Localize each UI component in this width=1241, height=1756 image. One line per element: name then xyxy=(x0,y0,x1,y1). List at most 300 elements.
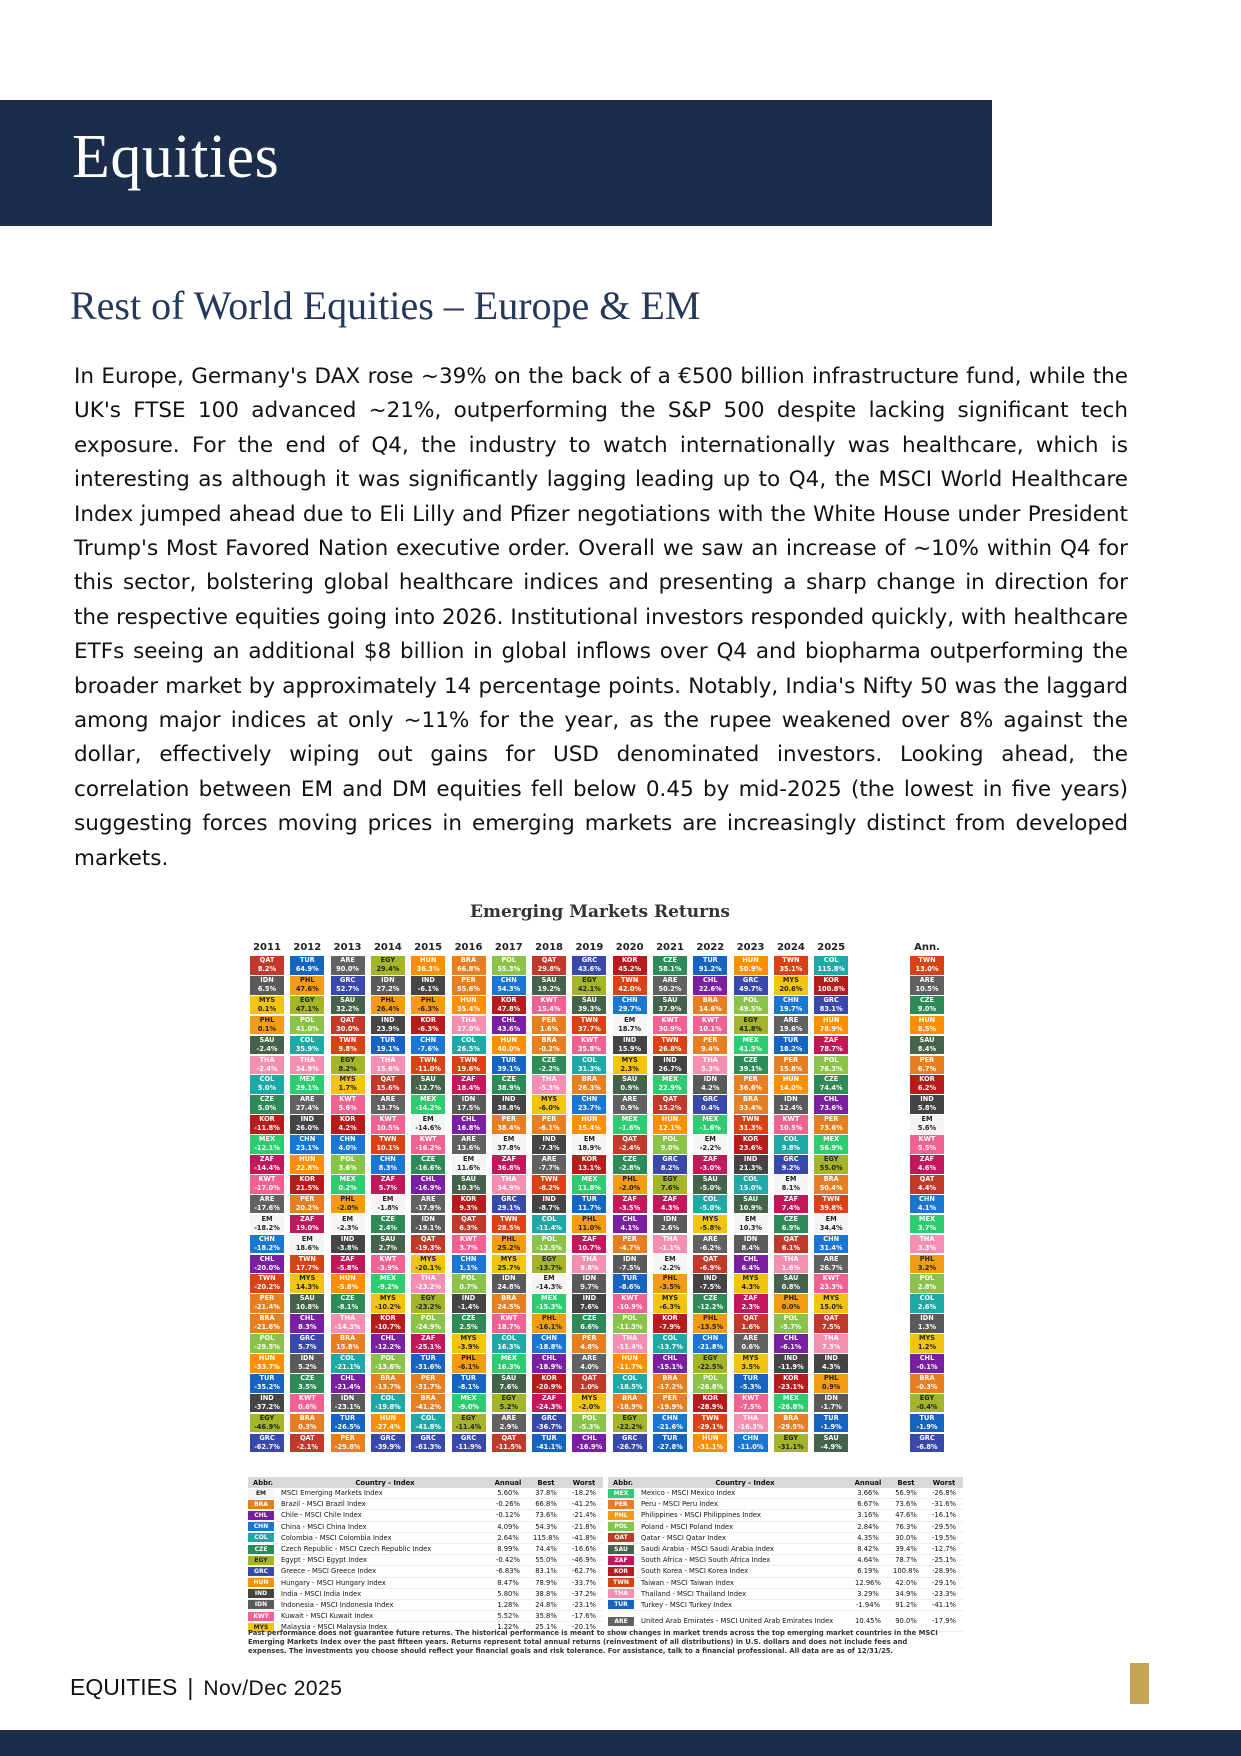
return-cell: PER 38.4% xyxy=(492,1115,526,1134)
legend-cell: -46.9% xyxy=(571,1556,597,1565)
return-cell: IDN -7.5% xyxy=(613,1255,647,1274)
return-cell: BRA -0.2% xyxy=(532,1036,566,1055)
legend-row xyxy=(248,1533,603,1544)
return-cell: EM 11.6% xyxy=(452,1155,486,1174)
return-cell: EGY -22.2% xyxy=(613,1414,647,1433)
return-cell: EGY 47.1% xyxy=(290,996,324,1015)
legend-cell: 3.29% xyxy=(857,1589,879,1598)
return-cell: SAU 19.2% xyxy=(532,976,566,995)
return-cell: ZAF 18.4% xyxy=(452,1075,486,1094)
legend-row xyxy=(248,1499,603,1510)
return-cell: TWN -11.0% xyxy=(411,1056,445,1075)
legend-cell: 38.8% xyxy=(535,1589,557,1598)
return-cell: COL 9.8% xyxy=(774,1135,808,1154)
return-cell: ZAF -25.1% xyxy=(411,1334,445,1353)
return-cell: HUN 8.5% xyxy=(910,1016,944,1035)
return-cell: IDN -1.7% xyxy=(814,1394,848,1413)
year-header: 2018 xyxy=(535,942,564,953)
return-cell: KWT -17.0% xyxy=(250,1175,284,1194)
legend-cell: -16.1% xyxy=(931,1511,957,1520)
legend-abbr-swatch: MYS xyxy=(248,1623,274,1632)
return-cell: CHL -6.1% xyxy=(774,1334,808,1353)
return-cell: POL -13.6% xyxy=(371,1354,405,1373)
return-cell: PHL -2.0% xyxy=(613,1175,647,1194)
return-cell: ARE -7.7% xyxy=(532,1155,566,1174)
return-cell: BRA 0.3% xyxy=(290,1414,324,1433)
return-cell: BRA 14.6% xyxy=(693,996,727,1015)
return-cell: KOR 100.8% xyxy=(814,976,848,995)
legend-row xyxy=(608,1488,963,1499)
return-cell: PHL 11.0% xyxy=(572,1215,606,1234)
legend-abbr-swatch: EM xyxy=(248,1489,274,1498)
legend-cell: -31.6% xyxy=(931,1500,957,1509)
return-cell: PER 1.6% xyxy=(532,1016,566,1035)
return-cell: MEX -15.3% xyxy=(532,1294,566,1313)
legend-row xyxy=(608,1555,963,1566)
return-cell: CHN 19.7% xyxy=(774,996,808,1015)
return-cell: EM -1.8% xyxy=(371,1195,405,1214)
return-cell: COL 15.0% xyxy=(734,1175,768,1194)
return-cell: CHN -7.6% xyxy=(411,1036,445,1055)
legend-cell: 35.8% xyxy=(535,1612,557,1621)
return-cell: CHN -18.8% xyxy=(532,1334,566,1353)
return-cell: QAT 1.0% xyxy=(572,1374,606,1393)
legend-header-cell: Best xyxy=(537,1478,555,1487)
return-cell: ZAF 78.7% xyxy=(814,1036,848,1055)
return-cell: QAT 8.2% xyxy=(250,956,284,975)
return-cell: CHN 4.1% xyxy=(910,1195,944,1214)
return-cell: THA 3.3% xyxy=(910,1235,944,1254)
return-cell: IND -7.3% xyxy=(532,1135,566,1154)
return-cell: ARE 0.9% xyxy=(613,1095,647,1114)
return-cell: MEX 56.9% xyxy=(814,1135,848,1154)
return-cell: HUN -33.7% xyxy=(250,1354,284,1373)
return-cell: QAT -19.3% xyxy=(411,1235,445,1254)
return-cell: POL -24.9% xyxy=(411,1314,445,1333)
legend-abbr-swatch: CHL xyxy=(248,1511,274,1520)
return-cell: GRC 0.4% xyxy=(693,1095,727,1114)
return-cell: BRA 33.4% xyxy=(734,1095,768,1114)
return-cell: TWN 37.7% xyxy=(572,1016,606,1035)
legend-abbr-swatch: ZAF xyxy=(608,1556,634,1565)
legend-row xyxy=(248,1544,603,1555)
legend-header-cell: Annual xyxy=(494,1478,522,1487)
year-header: 2023 xyxy=(736,942,765,953)
return-cell: SAU -2.4% xyxy=(250,1036,284,1055)
legend-cell: Taiwan - MSCI Taiwan Index xyxy=(641,1578,734,1587)
footer-date: Nov/Dec 2025 xyxy=(203,1677,343,1700)
return-cell: QAT 15.2% xyxy=(653,1095,687,1114)
legend-cell: 4.09% xyxy=(497,1522,519,1531)
return-cell: PER 73.6% xyxy=(814,1115,848,1134)
return-cell: MYS -20.1% xyxy=(411,1255,445,1274)
year-header: 2014 xyxy=(373,942,402,953)
legend-cell: -28.9% xyxy=(931,1567,957,1576)
return-cell: TUR -35.2% xyxy=(250,1374,284,1393)
return-cell: CZE 39.1% xyxy=(734,1056,768,1075)
legend-cell: 74.4% xyxy=(535,1545,557,1554)
legend-cell: -26.8% xyxy=(931,1489,957,1498)
return-cell: EM -2.2% xyxy=(653,1255,687,1274)
return-cell: KWT 3.7% xyxy=(452,1235,486,1254)
return-cell: TUR 91.2% xyxy=(693,956,727,975)
return-cell: KWT -3.9% xyxy=(371,1255,405,1274)
return-cell: TUR -1.9% xyxy=(910,1414,944,1433)
return-cell: ARE 26.7% xyxy=(814,1255,848,1274)
return-cell: MYS -10.2% xyxy=(371,1294,405,1313)
legend-cell: 4.64% xyxy=(857,1556,879,1565)
legend-cell: 8.99% xyxy=(497,1545,519,1554)
return-cell: TWN -29.1% xyxy=(693,1414,727,1433)
legend-row xyxy=(248,1600,603,1611)
legend-abbr-swatch: TUR xyxy=(608,1600,634,1609)
return-cell: QAT 6.1% xyxy=(774,1235,808,1254)
return-cell: QAT 1.6% xyxy=(734,1314,768,1333)
legend-cell: MSCI Emerging Markets Index xyxy=(281,1489,383,1498)
return-cell: IDN -23.1% xyxy=(331,1394,365,1413)
return-cell: TWN -20.2% xyxy=(250,1274,284,1293)
return-cell: BRA -13.7% xyxy=(371,1374,405,1393)
legend-header-cell: Worst xyxy=(572,1478,596,1487)
year-header: 2017 xyxy=(494,942,523,953)
legend-cell: Peru - MSCI Peru Index xyxy=(641,1500,719,1509)
legend-row xyxy=(608,1522,963,1533)
return-cell: GRC 5.7% xyxy=(290,1334,324,1353)
legend-cell: -6.83% xyxy=(495,1567,521,1576)
return-cell: MYS -6.3% xyxy=(653,1294,687,1313)
legend-cell: Turkey - MSCI Turkey Index xyxy=(641,1600,732,1609)
legend-cell: -23.3% xyxy=(931,1589,957,1598)
return-cell: TUR -41.1% xyxy=(532,1434,566,1453)
return-cell: MEX -1.6% xyxy=(693,1115,727,1134)
return-cell: SAU -4.9% xyxy=(814,1434,848,1453)
return-cell: SAU 10.3% xyxy=(452,1175,486,1194)
return-cell: ARE -17.6% xyxy=(250,1195,284,1214)
legend-row xyxy=(248,1578,603,1589)
legend-cell: Philippines - MSCI Philippines Index xyxy=(641,1511,761,1520)
legend-cell: -18.2% xyxy=(571,1489,597,1498)
return-cell: TUR 19.1% xyxy=(371,1036,405,1055)
legend-cell: -41.2% xyxy=(571,1500,597,1509)
legend-cell: 78.9% xyxy=(535,1578,557,1587)
return-cell: IND -7.5% xyxy=(693,1274,727,1293)
return-cell: QAT 15.6% xyxy=(371,1075,405,1094)
legend-cell: -12.7% xyxy=(931,1545,957,1554)
legend-cell: Chile - MSCI Chile Index xyxy=(281,1511,362,1520)
return-cell: ZAF 7.4% xyxy=(774,1195,808,1214)
legend-cell: 24.8% xyxy=(535,1600,557,1609)
return-cell: POL 49.5% xyxy=(734,996,768,1015)
legend-cell: Saudi Arabia - MSCI Saudi Arabia Index xyxy=(641,1545,774,1554)
legend-cell: Czech Republic - MSCI Czech Republic Index xyxy=(281,1545,432,1554)
legend-header-cell: Abbr. xyxy=(613,1478,633,1487)
return-cell: EM -2.2% xyxy=(693,1135,727,1154)
return-cell: KOR -20.9% xyxy=(532,1374,566,1393)
return-cell: MEX 22.9% xyxy=(653,1075,687,1094)
legend-abbr-swatch: QAT xyxy=(608,1533,634,1542)
return-cell: ARE 13.6% xyxy=(452,1135,486,1154)
return-cell: MEX -9.0% xyxy=(452,1394,486,1413)
return-cell: HUN 14.0% xyxy=(774,1075,808,1094)
footer-accent-bar xyxy=(1130,1663,1149,1704)
return-cell: TUR -27.8% xyxy=(653,1434,687,1453)
return-cell: TUR -8.6% xyxy=(613,1274,647,1293)
legend-cell: 54.3% xyxy=(535,1522,557,1531)
return-cell: IDN 1.3% xyxy=(910,1314,944,1333)
legend-cell: India - MSCI India Index xyxy=(281,1589,362,1598)
legend-cell: -1.94% xyxy=(855,1600,881,1609)
return-cell: CHN 4.0% xyxy=(331,1135,365,1154)
return-cell: QAT -2.1% xyxy=(290,1434,324,1453)
return-cell: KOR -7.9% xyxy=(653,1314,687,1333)
return-cell: KWT 35.8% xyxy=(572,1036,606,1055)
legend-cell: 90.0% xyxy=(895,1617,917,1626)
figure-title: Emerging Markets Returns xyxy=(470,902,730,922)
year-header: 2016 xyxy=(454,942,483,953)
return-cell: COL -41.8% xyxy=(411,1414,445,1433)
return-cell: MYS 15.0% xyxy=(814,1294,848,1313)
return-cell: ZAF -3.0% xyxy=(693,1155,727,1174)
return-cell: QAT -6.9% xyxy=(693,1255,727,1274)
return-cell: IDN -19.1% xyxy=(411,1215,445,1234)
legend-abbr-swatch: MEX xyxy=(608,1489,634,1498)
return-cell: HUN 22.8% xyxy=(290,1155,324,1174)
legend-cell: -21.4% xyxy=(571,1511,597,1520)
return-cell: IND -11.9% xyxy=(774,1354,808,1373)
footer xyxy=(70,1674,342,1701)
return-cell: CHL 16.8% xyxy=(452,1115,486,1134)
legend-row xyxy=(248,1611,603,1622)
year-header: 2024 xyxy=(776,942,805,953)
return-cell: THA 9.8% xyxy=(572,1255,606,1274)
return-cell: SAU -12.7% xyxy=(411,1075,445,1094)
return-cell: PHL -6.3% xyxy=(411,996,445,1015)
return-cell: EGY -0.4% xyxy=(910,1394,944,1413)
return-cell: THA -23.2% xyxy=(411,1274,445,1293)
legend-cell: Kuwait - MSCI Kuwait Index xyxy=(281,1612,374,1621)
return-cell: BRA -17.2% xyxy=(653,1374,687,1393)
legend-cell: Poland - MSCI Poland Index xyxy=(641,1522,734,1531)
return-cell: ARE 19.6% xyxy=(774,1016,808,1035)
legend-cell: 8.42% xyxy=(857,1545,879,1554)
legend-header-cell: Country - Index xyxy=(355,1478,415,1487)
return-cell: EGY -46.9% xyxy=(250,1414,284,1433)
return-cell: TWN 19.6% xyxy=(452,1056,486,1075)
return-cell: EGY -31.1% xyxy=(774,1434,808,1453)
return-cell: MYS -6.0% xyxy=(532,1095,566,1114)
return-cell: PHL -13.5% xyxy=(693,1314,727,1333)
return-cell: CHN 54.3% xyxy=(492,976,526,995)
return-cell: KWT 5.6% xyxy=(331,1095,365,1114)
emerging-markets-returns-table xyxy=(250,942,952,1457)
return-cell: TUR -5.3% xyxy=(734,1374,768,1393)
return-cell: KWT 23.3% xyxy=(814,1274,848,1293)
return-cell: IND -3.8% xyxy=(331,1235,365,1254)
return-cell: BRA -0.3% xyxy=(910,1374,944,1393)
return-cell: CHL -18.9% xyxy=(532,1354,566,1373)
legend-cell: Brazil - MSCI Brazil Index xyxy=(281,1500,366,1509)
return-cell: MEX 11.8% xyxy=(572,1175,606,1194)
footer-section: EQUITIES xyxy=(70,1674,178,1700)
return-cell: MEX 16.3% xyxy=(492,1354,526,1373)
return-cell: ZAF 4.3% xyxy=(653,1195,687,1214)
return-cell: MYS 0.1% xyxy=(250,996,284,1015)
return-cell: CHL -16.9% xyxy=(411,1175,445,1194)
legend-cell: Greece - MSCI Greece Index xyxy=(281,1567,377,1576)
legend-cell: 42.0% xyxy=(895,1578,917,1587)
return-cell: CZE 3.5% xyxy=(290,1374,324,1393)
return-cell: ZAF -14.4% xyxy=(250,1155,284,1174)
return-cell: POL 76.3% xyxy=(814,1056,848,1075)
bottom-band xyxy=(0,1730,1241,1756)
return-cell: PER -29.8% xyxy=(331,1434,365,1453)
legend-abbr-swatch: IND xyxy=(248,1589,274,1598)
legend-abbr-swatch: POL xyxy=(608,1522,634,1531)
return-cell: SAU -5.0% xyxy=(693,1175,727,1194)
return-cell: SAU 0.9% xyxy=(613,1075,647,1094)
return-cell: CHL 4.1% xyxy=(613,1215,647,1234)
return-cell: KOR -11.8% xyxy=(250,1115,284,1134)
return-cell: HUN 15.4% xyxy=(572,1115,606,1134)
legend-cell: 10.45% xyxy=(855,1617,881,1626)
return-cell: PER 20.2% xyxy=(290,1195,324,1214)
return-cell: PER -19.9% xyxy=(653,1394,687,1413)
return-cell: TUR -26.5% xyxy=(331,1414,365,1433)
return-cell: IDN 4.2% xyxy=(693,1075,727,1094)
return-cell: EM -18.2% xyxy=(250,1215,284,1234)
return-cell: PER 9.4% xyxy=(693,1036,727,1055)
return-cell: MYS 25.7% xyxy=(492,1255,526,1274)
return-cell: MYS -3.9% xyxy=(452,1334,486,1353)
return-cell: PER -31.7% xyxy=(411,1374,445,1393)
legend-cell: 8.47% xyxy=(497,1578,519,1587)
return-cell: HUN 78.9% xyxy=(814,1016,848,1035)
return-cell: TUR -31.6% xyxy=(411,1354,445,1373)
return-cell: ZAF 19.0% xyxy=(290,1215,324,1234)
return-cell: BRA 24.5% xyxy=(492,1294,526,1313)
return-cell: KOR 9.3% xyxy=(452,1195,486,1214)
return-cell: EGY -11.4% xyxy=(452,1414,486,1433)
return-cell: KWT 18.7% xyxy=(492,1314,526,1333)
legend-cell: Hungary - MSCI Hungary Index xyxy=(281,1578,386,1587)
return-cell: ZAF -3.5% xyxy=(613,1195,647,1214)
return-cell: CZE 74.4% xyxy=(814,1075,848,1094)
return-cell: TWN 26.8% xyxy=(653,1036,687,1055)
year-header: 2011 xyxy=(253,942,281,953)
return-cell: TUR 11.7% xyxy=(572,1195,606,1214)
return-cell: CHN 23.7% xyxy=(572,1095,606,1114)
return-cell: COL -5.0% xyxy=(693,1195,727,1214)
legend-cell: Mexico - MSCI Mexico Index xyxy=(641,1489,736,1498)
legend-table-right xyxy=(608,1477,963,1632)
return-cell: EGY 29.4% xyxy=(371,956,405,975)
return-cell: GRC 29.1% xyxy=(492,1195,526,1214)
return-cell: KWT 10.5% xyxy=(774,1115,808,1134)
return-cell: IDN 27.2% xyxy=(371,976,405,995)
return-cell: EM 18.7% xyxy=(613,1016,647,1035)
return-cell: PER 15.8% xyxy=(774,1056,808,1075)
return-cell: CHL -21.4% xyxy=(331,1374,365,1393)
return-cell: ZAF 36.8% xyxy=(492,1155,526,1174)
return-cell: PER -6.1% xyxy=(532,1115,566,1134)
return-cell: PHL 0.1% xyxy=(250,1016,284,1035)
return-cell: MEX -14.2% xyxy=(411,1095,445,1114)
return-cell: COL 16.3% xyxy=(492,1334,526,1353)
return-cell: CHL 43.6% xyxy=(492,1016,526,1035)
return-cell: MYS 1.7% xyxy=(331,1075,365,1094)
return-cell: CHL -0.1% xyxy=(910,1354,944,1373)
legend-cell: Malaysia - MSCI Malaysia Index xyxy=(281,1623,388,1632)
legend-row xyxy=(608,1533,963,1544)
return-cell: PHL -6.1% xyxy=(452,1354,486,1373)
return-cell: IDN 6.5% xyxy=(250,976,284,995)
return-cell: PER 36.6% xyxy=(734,1075,768,1094)
return-cell: MEX -12.1% xyxy=(250,1135,284,1154)
year-header: 2019 xyxy=(575,942,604,953)
return-cell: BRA -41.2% xyxy=(411,1394,445,1413)
legend-cell: -37.2% xyxy=(571,1589,597,1598)
return-cell: PHL -3.5% xyxy=(653,1274,687,1293)
return-cell: KOR 13.1% xyxy=(572,1155,606,1174)
return-cell: IDN 17.5% xyxy=(452,1095,486,1114)
return-cell: MYS -5.8% xyxy=(693,1215,727,1234)
return-cell: CZE -2.2% xyxy=(532,1056,566,1075)
return-cell: TWN 42.0% xyxy=(613,976,647,995)
return-cell: IND 26.0% xyxy=(290,1115,324,1134)
return-cell: THA 5.3% xyxy=(693,1056,727,1075)
year-header: 2020 xyxy=(615,942,644,953)
return-cell: THA -5.3% xyxy=(532,1075,566,1094)
return-cell: HUN 40.0% xyxy=(492,1036,526,1055)
return-cell: IDN 5.2% xyxy=(290,1354,324,1373)
body-paragraph: In Europe, Germany's DAX rose ~39% on the back of a €500 billion infrastructure fund, while the UK's FTSE 100 advanced ~21%, outperforming the S&P 500 despite lacking significant tech exposure. For the end of Q4, the industry to watch internationally was healthcare, which is interesting as although it was significantly lagging leading up to Q4, the MSCI World Healthcare Index jumped ahead due to Eli Lilly and Pfizer negotiations with the White House under President Trump's Most Favored Nation executive order. Overall we saw an increase of ~10% within Q4 for this sector, bolstering global healthcare indices and presenting a sharp change in direction for the respective equities going into 2026. Institutional investors responded quickly, with healthcare ETFs seeing an additional $8 billion in global inflows over Q4 and biopharma outperforming the broader market by approximately 14 percentage points. Notably, India's Nifty 50 was the laggard among major indices at only ~11% for the year, as the rupee weakened over 8% against the dollar, effectively wiping out gains for USD denominated investors. Looking ahead, the correlation between EM and DM equities fell below 0.45 by mid-2025 (the lowest in five years) suggesting forces moving prices in emerging markets are increasingly distinct from developed markets. xyxy=(74,364,1128,871)
legend-cell: 83.1% xyxy=(535,1567,557,1576)
legend-cell: 91.2% xyxy=(895,1600,917,1609)
return-cell: MYS 1.2% xyxy=(910,1334,944,1353)
return-cell: CHL -12.2% xyxy=(371,1334,405,1353)
return-cell: ZAF -24.3% xyxy=(532,1394,566,1413)
return-cell: CZE 9.0% xyxy=(910,996,944,1015)
legend-cell: -23.1% xyxy=(571,1600,597,1609)
return-cell: POL 0.7% xyxy=(452,1274,486,1293)
legend-row xyxy=(608,1600,963,1611)
return-cell: CZE 2.4% xyxy=(371,1215,405,1234)
return-cell: CZE 5.0% xyxy=(250,1095,284,1114)
legend-abbr-swatch: ARE xyxy=(608,1617,634,1626)
return-cell: KOR 47.8% xyxy=(492,996,526,1015)
return-cell: IND 5.8% xyxy=(910,1095,944,1114)
return-cell: EM 10.3% xyxy=(734,1215,768,1234)
return-cell: POL -29.5% xyxy=(250,1334,284,1353)
return-cell: MEX 41.5% xyxy=(734,1036,768,1055)
return-cell: COL 2.6% xyxy=(910,1294,944,1313)
legend-cell: -0.42% xyxy=(495,1556,521,1565)
return-cell: SAU 10.8% xyxy=(290,1294,324,1313)
return-cell: ARE 10.5% xyxy=(910,976,944,995)
return-cell: HUN -27.4% xyxy=(371,1414,405,1433)
legend-cell: -25.1% xyxy=(931,1556,957,1565)
return-cell: MYS 14.3% xyxy=(290,1274,324,1293)
return-cell: PHL 26.4% xyxy=(371,996,405,1015)
return-cell: EM 34.4% xyxy=(814,1215,848,1234)
return-cell: COL -11.4% xyxy=(532,1215,566,1234)
return-cell: QAT 4.4% xyxy=(910,1175,944,1194)
return-cell: IND -1.4% xyxy=(452,1294,486,1313)
return-cell: IND -37.2% xyxy=(250,1394,284,1413)
return-cell: EGY 41.8% xyxy=(734,1016,768,1035)
return-cell: GRC 49.7% xyxy=(734,976,768,995)
return-cell: IND 15.9% xyxy=(613,1036,647,1055)
